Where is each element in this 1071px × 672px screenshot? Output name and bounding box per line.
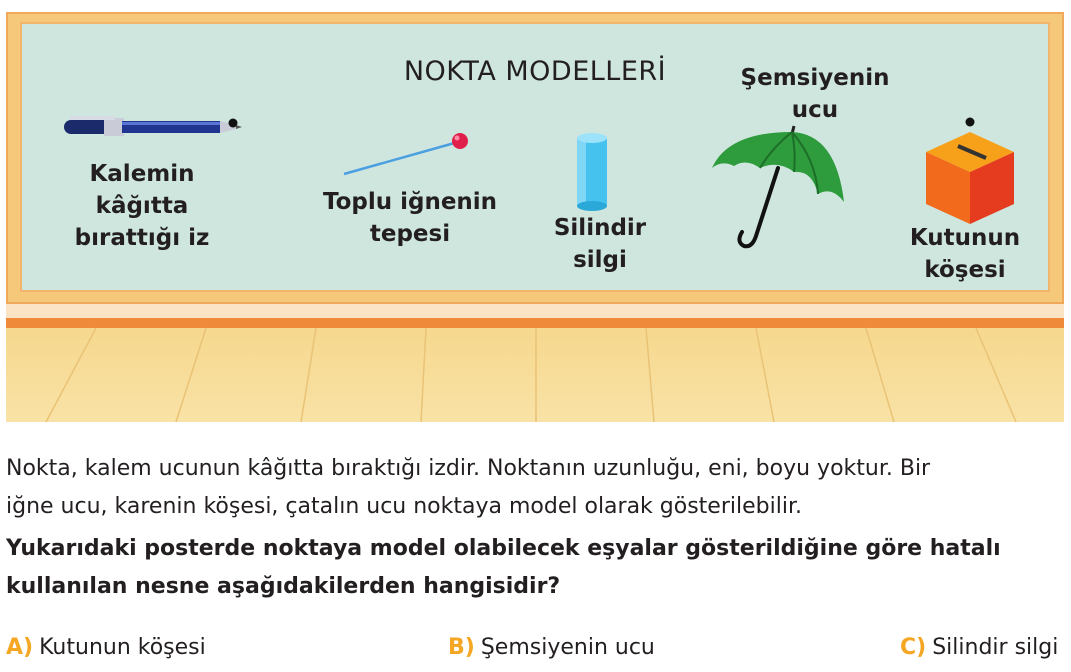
option-b[interactable] xyxy=(448,628,655,668)
option-c-text: Silindir silgi xyxy=(932,635,1059,660)
option-a-text: Kutunun köşesi xyxy=(39,635,206,660)
box-icon xyxy=(918,112,1020,228)
label-box: Kutunun köşesi xyxy=(909,225,1021,283)
option-a[interactable] xyxy=(6,628,206,668)
floor-trim xyxy=(6,304,1064,318)
floor-planks xyxy=(6,328,1064,422)
label-pen: Kalemin kâğıtta bırattığı iz xyxy=(74,161,210,251)
option-c[interactable] xyxy=(900,628,1058,668)
intro-line-2: iğne ucu, karenin köşesi, çatalın ucu noktaya model olarak gösterilebilir. xyxy=(6,494,802,519)
label-pin: Toplu iğnenin tepesi xyxy=(322,189,498,247)
umbrella-icon xyxy=(708,124,848,264)
option-b-text: Şemsiyenin ucu xyxy=(480,635,655,660)
pen-icon xyxy=(60,112,250,142)
floor-baseboard xyxy=(6,318,1064,328)
option-b-letter: B) xyxy=(448,635,475,660)
prompt-line-2: kullanılan nesne aşağıdakilerden hangisidir? xyxy=(6,574,561,599)
label-cylinder: Silindir silgi xyxy=(553,215,647,273)
label-umbrella: Şemsiyenin ucu xyxy=(740,65,890,123)
cylinder-eraser-icon xyxy=(574,132,610,212)
prompt-line-1: Yukarıdaki posterde noktaya model olabilecek eşyalar gösterildiğine göre hatalı xyxy=(6,536,1001,561)
pin-icon xyxy=(340,128,475,178)
option-c-letter: C) xyxy=(900,635,927,660)
option-a-letter: A) xyxy=(6,635,34,660)
poster-title: NOKTA MODELLERİ xyxy=(403,56,667,87)
intro-line-1: Nokta, kalem ucunun kâğıtta bıraktığı izdir. Noktanın uzunluğu, eni, boyu yoktur. Bir xyxy=(6,456,931,481)
